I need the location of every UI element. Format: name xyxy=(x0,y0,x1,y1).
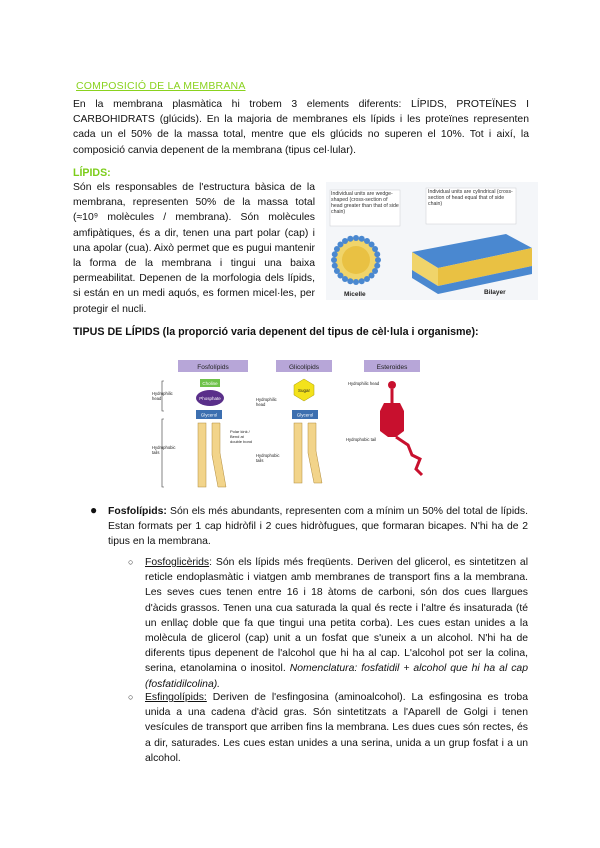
micelle-head xyxy=(334,268,340,274)
lipids-paragraph: Són els responsables de l'estructura bàsica de la membrana, representen 50% de la massa total (≈10⁹ molècules / membrana). Són molècules amfipàtiques, és a dir, tenen una part polar (cap) i una apolar (cua). Això permet que es pugui mantenir la forma de la membrana i tingui una baixa permeabilitat. Depenen de la morfologia dels lípids, si están en un medi aquós, es formen micel·les, per protegir el nucli. xyxy=(73,182,316,315)
esfingolipids-text: Deriven de l'esfingosina (aminoalcohol). La esfingosina es troba unida a una cadena d'àcid gras. Són sintetitzats a l'Aparell de Golgi i tenen vesícules de transport que arriben fins la membrana. Les dues cues són rectes, és a dir, saturades. Les cues estan unides a una serina, unida a un grup fosfat i a un alcohol. xyxy=(145,692,528,764)
steroid-diagram xyxy=(346,381,422,475)
sub-bullet-circle: ○ xyxy=(128,692,134,702)
micelle-head xyxy=(342,238,348,244)
micelle-bilayer-image xyxy=(326,182,538,300)
glycerol-label: Glycerol xyxy=(200,412,218,418)
micelle-head xyxy=(353,235,359,241)
micelle-head xyxy=(374,263,380,269)
micelle-bilayer-figure xyxy=(326,182,538,300)
section-title: COMPOSICIÓ DE LA MEMBRANA xyxy=(76,80,246,92)
fosfogliceris-text: : Són els lípids més freqüents. Deriven del glicerol, es sintetitzen al reticle endoplasmàtic i viatgen amb membranes de transport fins a la membrana. Les seves cues tenen entre 16 i 18 àtoms de carboni, són dos cues llargues d'àcids grassos. Tenen una cua saturada la qual és recte i l'altre és insaturada (té un enllaç doble que fa que tingui una petita corba). Les cues estan unides a la molècula de glicerol (cap) unit a un fosfat que s'uneix a un alcohol. N'hi ha de diferents tipus depenent de l'alcohol que hi ha al cap. L'alcohol pot ser la colina, serina, etanolamina o inositol. xyxy=(145,557,528,675)
glycolipid-glycerol-label: Glycerol xyxy=(296,412,314,418)
glycolipid-diagram xyxy=(256,379,322,483)
phospholipid-hydrophilic-label: Hydrophilic head xyxy=(152,391,173,401)
phospholipid-hydrophobic-label: Hydrophobic tails xyxy=(152,445,176,455)
steroid-hydrophilic-label: Hydrophilic head xyxy=(348,381,380,386)
micelle-head xyxy=(372,246,378,252)
micelle-head xyxy=(375,257,381,263)
sub-bullet-circle: ○ xyxy=(128,557,134,567)
micelle-graphic xyxy=(331,235,381,285)
micelle-label: Micelle xyxy=(344,291,366,298)
fosfogliceris-paragraph xyxy=(145,555,528,692)
glycolipid-hydrophilic-label: Hydrophilic head xyxy=(256,397,277,407)
glycolipid-hydrophobic-label: Hydrophobic tails xyxy=(256,453,280,463)
bilayer-note: Individual units are cylindrical (cross-section of head equal that of side chain) xyxy=(428,189,513,207)
esfingolipids-label: Esfingolípids: xyxy=(145,692,207,703)
lipid-types-figure xyxy=(152,357,454,497)
lipids-heading: LÍPIDS: xyxy=(73,167,111,179)
glycolipid-header: Glicolípids xyxy=(289,364,319,371)
micelle-head xyxy=(347,278,353,284)
steroid-hydrophobic-label: Hydrophobic tail xyxy=(346,437,377,442)
micelle-head xyxy=(353,279,359,285)
esfingolipids-paragraph xyxy=(145,690,528,766)
micelle-head xyxy=(359,236,365,242)
fosfolipids-text: Són els més abundants, representen com a mínim un 50% del total de lípids. Estan formats per 1 cap hidròfil i 2 cues hidròfugues, que formaran bicapes. N'hi ha de 2 tipus en la membrana. xyxy=(108,506,528,548)
fosfolipids-label: Fosfolípids: xyxy=(108,506,167,517)
bilayer-label: Bilayer xyxy=(484,289,506,296)
nomenclature-text: Nomenclatura: fosfatidil + alcohol que hi ha al cap (fosfatidilcolina). xyxy=(145,663,528,690)
phospholipid-header: Fosfolípids xyxy=(197,364,229,371)
fosfolipids-paragraph xyxy=(108,504,528,550)
micelle-note: Individual units are wedge-shaped (cross-section of head greater than that of side chain) xyxy=(331,191,399,215)
micelle-head xyxy=(332,263,338,269)
micelle-head xyxy=(374,251,380,257)
micelle-head xyxy=(332,251,338,257)
micelle-head xyxy=(331,257,337,263)
lipid-types-title: TIPUS DE LÍPIDS (la proporció varia depenent del tipus de cèl·lula i organisme): xyxy=(73,326,479,338)
choline-label: Choline xyxy=(202,381,218,386)
micelle-head xyxy=(364,276,370,282)
kink-label: Polar kink / Bend at double bond xyxy=(230,429,253,444)
steroid-header: Esteroides xyxy=(376,364,408,371)
bullet-dot: ● xyxy=(90,503,98,517)
sugar-label: Sugar xyxy=(297,388,311,393)
intro-paragraph: En la membrana plasmàtica hi trobem 3 elements diferents: LÍPIDS, PROTEÏNES I CARBOHIDRATS (glúcids). En la majoria de membranes els lípids i les proteïnes representen cada un el 50% de la massa total, mentre que els glúcids no superen el 10%. Tot i així, la composició canvia depenent de la membrana (tipus cel·lular). xyxy=(73,99,529,156)
micelle-head xyxy=(347,236,353,242)
fosfogliceris-label: Fosfoglicèrids xyxy=(145,557,210,568)
phospholipid-diagram xyxy=(152,379,256,487)
micelle-head xyxy=(359,278,365,284)
phosphate-label: Phosphate xyxy=(199,396,221,401)
